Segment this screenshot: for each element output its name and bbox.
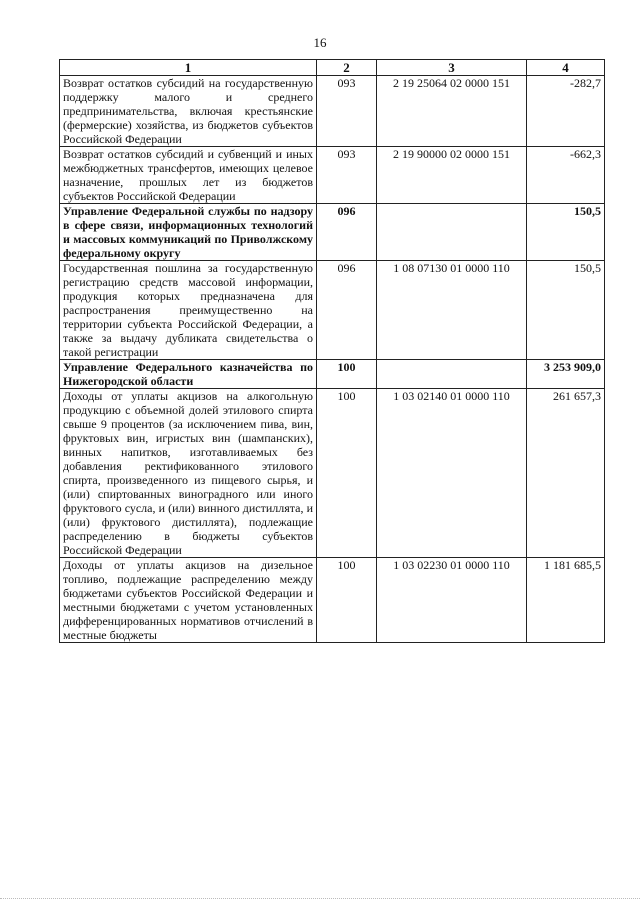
- row-name: Возврат остатков субсидий на государственную поддержку малого и среднего предпринимательства, включая крестьянские (фермерские) хозяйства, из бюджетов субъектов Российской Федерации: [60, 76, 317, 147]
- table-row-section: [60, 360, 605, 389]
- row-name: Управление Федерального казначейства по Нижегородской области: [60, 360, 317, 389]
- table-row: [60, 147, 605, 204]
- scan-edge-marks: [0, 898, 640, 903]
- table-row: [60, 558, 605, 643]
- row-budget-code: [377, 360, 527, 389]
- row-name: Доходы от уплаты акцизов на дизельное топливо, подлежащие распределению между бюджетами субъектов Российской Федерации и местными бюджетами с учетом установленных дифференцированных нормативов отчислений в местные бюджеты: [60, 558, 317, 643]
- table-row-section: [60, 204, 605, 261]
- revenue-table: [59, 59, 605, 643]
- row-amount: 150,5: [527, 261, 605, 360]
- table-row: [60, 389, 605, 558]
- column-header: 3: [377, 60, 527, 76]
- row-admin-code: 100: [317, 389, 377, 558]
- row-admin-code: 100: [317, 360, 377, 389]
- table-header-row: [60, 60, 605, 76]
- row-admin-code: 100: [317, 558, 377, 643]
- row-admin-code: 093: [317, 76, 377, 147]
- row-name: Управление Федеральной службы по надзору в сфере связи, информационных технологий и массовых коммуникаций по Приволжскому федеральному округу: [60, 204, 317, 261]
- row-admin-code: 093: [317, 147, 377, 204]
- column-header: 4: [527, 60, 605, 76]
- row-budget-code: 1 03 02140 01 0000 110: [377, 389, 527, 558]
- row-amount: 150,5: [527, 204, 605, 261]
- row-budget-code: 1 03 02230 01 0000 110: [377, 558, 527, 643]
- page-number: 16: [313, 35, 327, 50]
- table-row: [60, 261, 605, 360]
- row-admin-code: 096: [317, 204, 377, 261]
- row-admin-code: 096: [317, 261, 377, 360]
- column-header: 1: [60, 60, 317, 76]
- row-amount: -662,3: [527, 147, 605, 204]
- row-budget-code: 2 19 90000 02 0000 151: [377, 147, 527, 204]
- row-amount: 261 657,3: [527, 389, 605, 558]
- row-budget-code: 1 08 07130 01 0000 110: [377, 261, 527, 360]
- row-amount: 3 253 909,0: [527, 360, 605, 389]
- row-name: Доходы от уплаты акцизов на алкогольную продукцию с объемной долей этилового спирта свыше 9 процентов (за исключением пива, вин, фруктовых вин, игристых вин (шампанских), винных напитков, изготавливаемых без добавления ректификованного этилового спирта, произведенного из пищевого сырья, и (или) спиртованных виноградного или иного фруктового сусла, и (или) винного дистиллята, и (или) фруктового дистиллята), подлежащие распределению в бюджеты субъектов Российской Федерации: [60, 389, 317, 558]
- column-header: 2: [317, 60, 377, 76]
- row-name: Государственная пошлина за государственную регистрацию средств массовой информации, продукция которых предназначена для распространения преимущественно на территории субъекта Российской Федерации, а также за выдачу дубликата свидетельства о такой регистрации: [60, 261, 317, 360]
- row-amount: -282,7: [527, 76, 605, 147]
- row-budget-code: [377, 204, 527, 261]
- row-name: Возврат остатков субсидий и субвенций и иных межбюджетных трансфертов, имеющих целевое назначение, прошлых лет из бюджетов субъектов Российской Федерации: [60, 147, 317, 204]
- row-budget-code: 2 19 25064 02 0000 151: [377, 76, 527, 147]
- row-amount: 1 181 685,5: [527, 558, 605, 643]
- table-row: [60, 76, 605, 147]
